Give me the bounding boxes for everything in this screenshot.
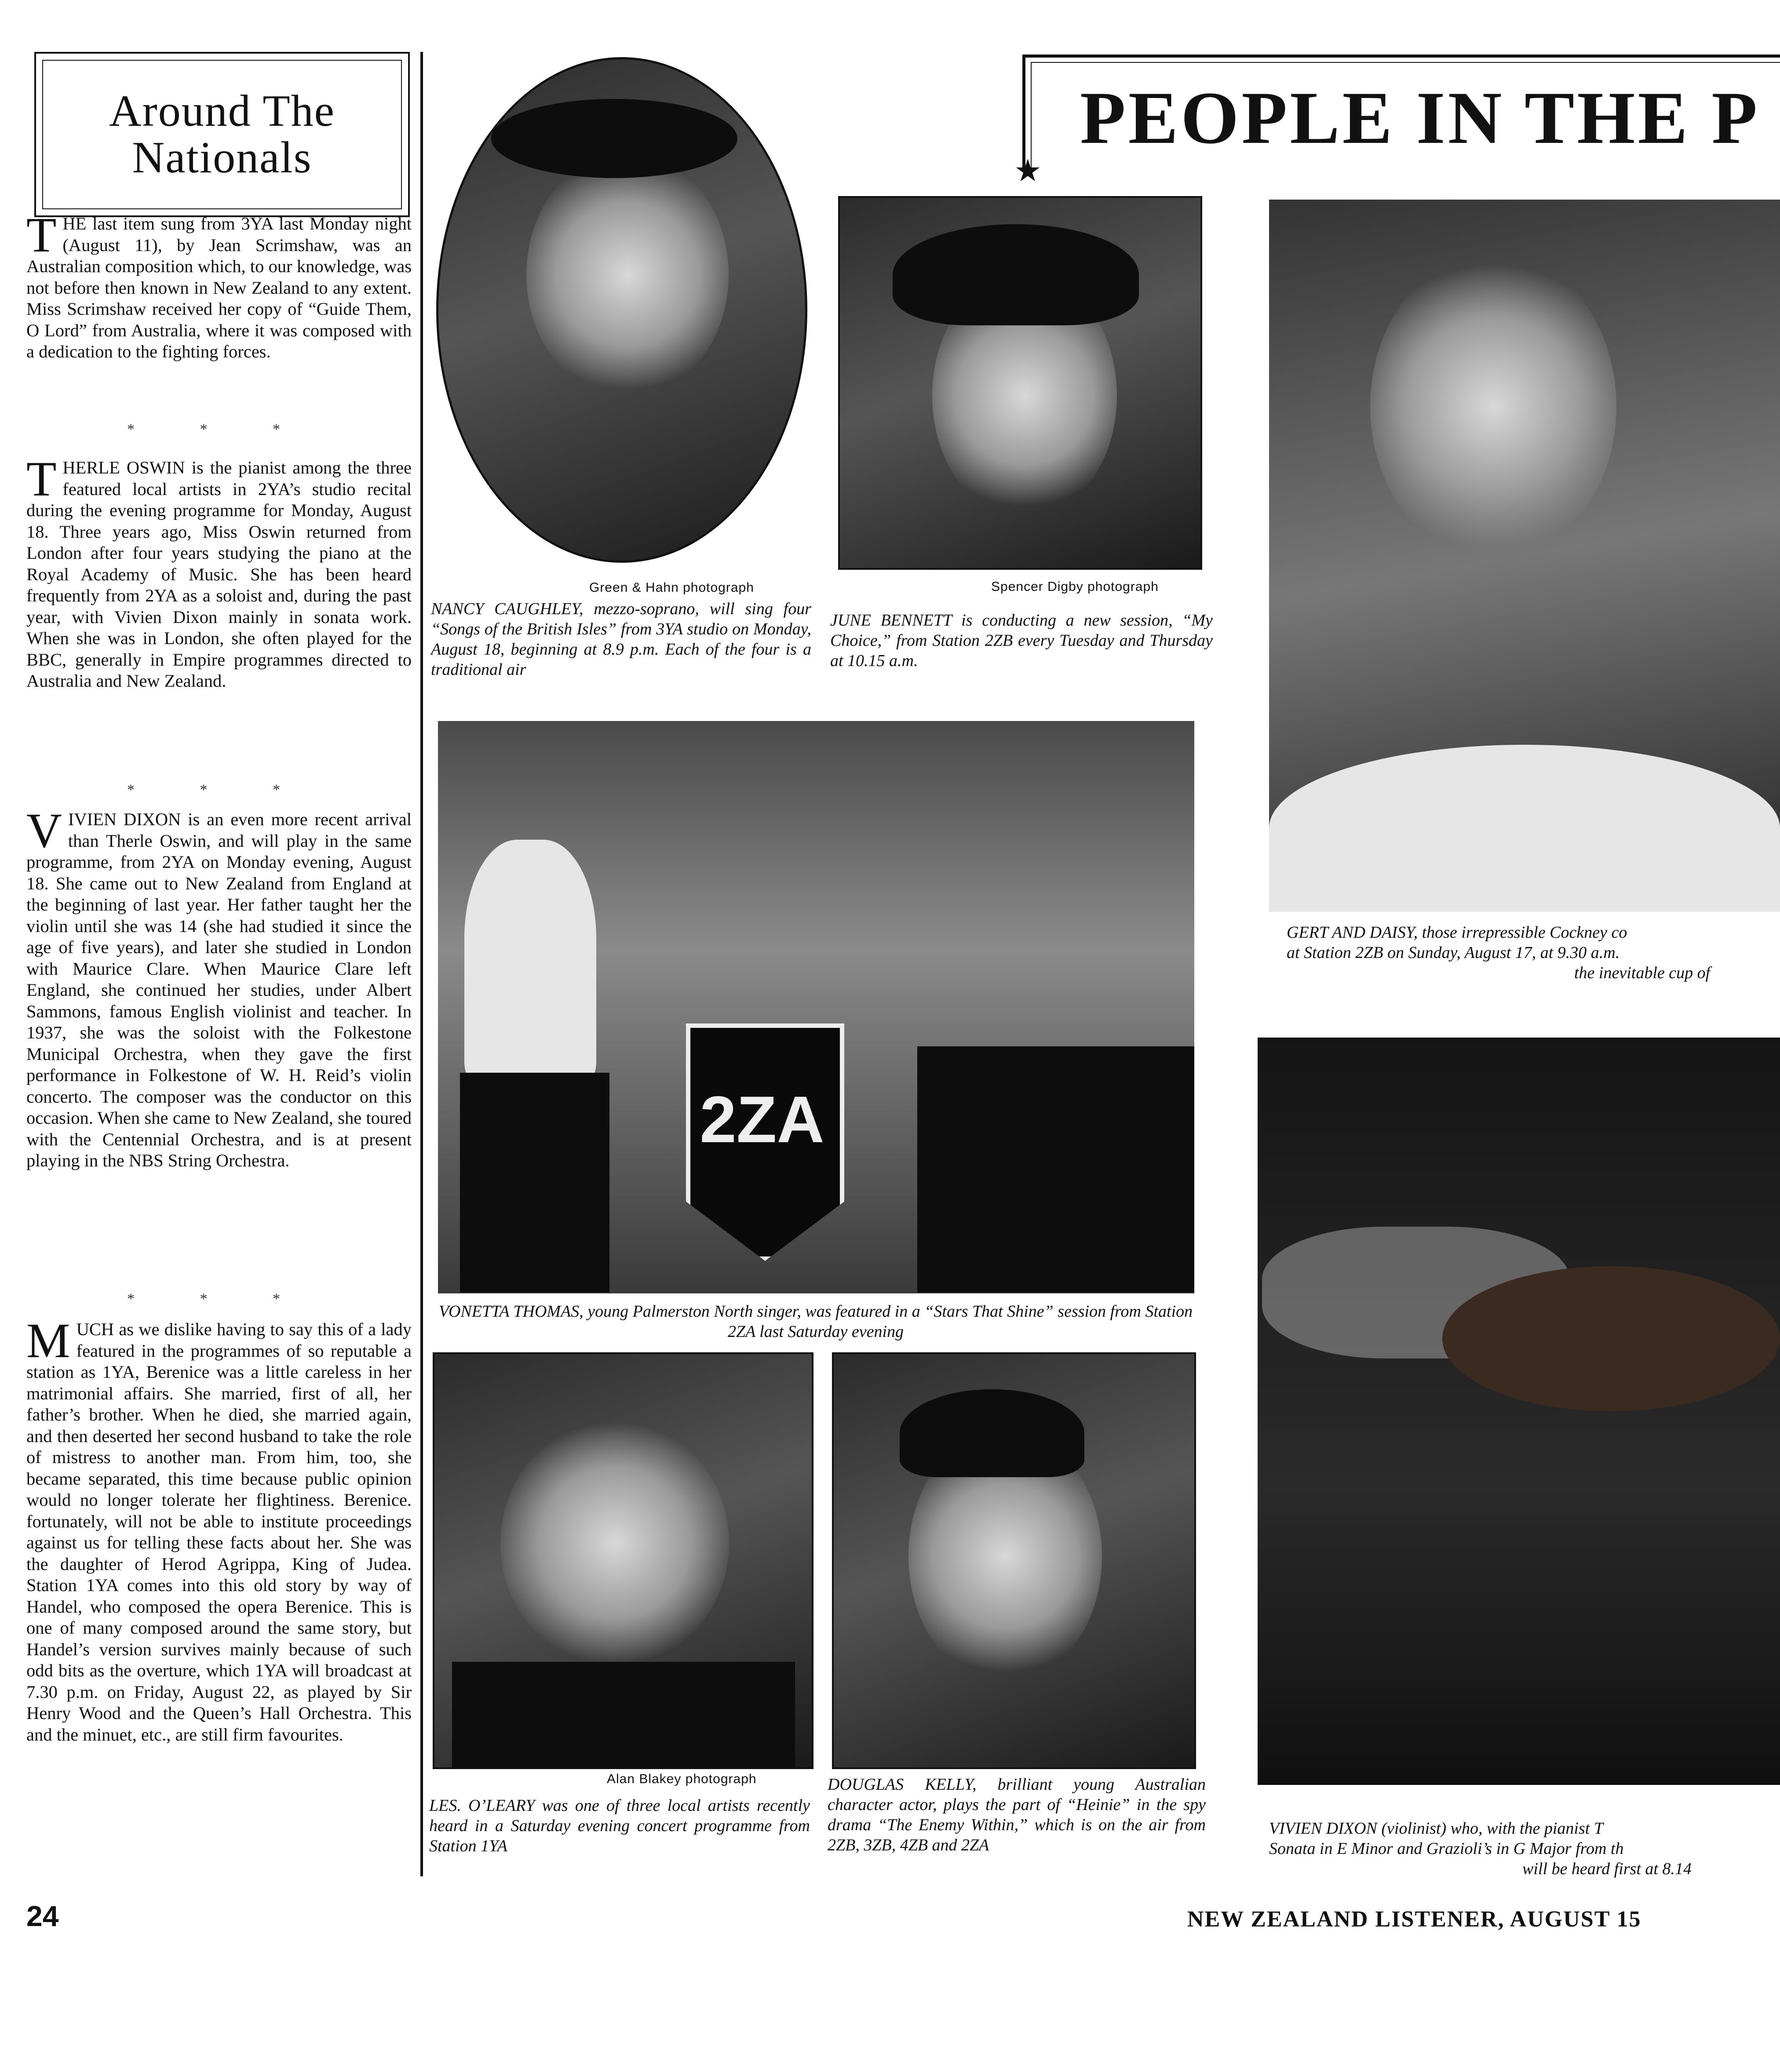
caption-vonetta: VONETTA THOMAS, young Palmerston North singer, was featured in a “Stars That Shine” session from Station 2ZA last Saturday evening bbox=[438, 1302, 1193, 1341]
caption-les: LES. O’LEARY was one of three local artists recently heard in a Saturday evening concert programme from Station 1YA bbox=[429, 1796, 810, 1855]
dropcap: T bbox=[26, 452, 57, 506]
photo-douglas-kelly bbox=[832, 1352, 1196, 1769]
section-heading-line2: Nationals bbox=[132, 133, 312, 182]
separator: * * * bbox=[127, 1291, 311, 1307]
section-heading-line1: Around The bbox=[109, 86, 335, 136]
section-heading-box bbox=[34, 52, 410, 217]
star-icon: ★ bbox=[1014, 154, 1042, 188]
article-4 bbox=[26, 1314, 412, 1745]
article-text: HERLE OSWIN is the pianist among the three featured local artists in 2YA’s studio recital during the evening programme for Monday, August 18. Three years ago, Miss Oswin returned from London after four years studying the piano at the Royal Academy of Music. She has been heard frequently from 2YA as a soloist and, during the past year, with Vivien Dixon mainly in sonata work. When she was in London, she often played for the BBC, generally in Empire programmes directed to Australia and New Zealand. bbox=[26, 458, 412, 691]
article-1 bbox=[26, 208, 412, 363]
dropcap: T bbox=[26, 208, 57, 262]
article-text: UCH as we dislike having to say this of a lady featured in the programmes of so reputable a station as 1YA, Berenice was a little careless in her matrimonial affairs. She married, first of all, her father’s brother. When he died, she married again, and then deserted her second husband to take the role of mistress to another man. From him, too, she became separated, this time because public opinion would no longer tolerate her flightiness. Berenice. fortunately, will not be able to institute proceedings against us for telling these facts about her. She was the daughter of Herod Agrippa, King of Judea. Station 1YA comes into this old story by way of Handel, who composed the opera Berenice. This is one of many composed around the same story, but Handel’s version survives mainly because of such odd bits as the overture, which 1YA will broadcast at 7.30 p.m. on Friday, August 22, as played by Sir Henry Wood and the Queen’s Hall Orchestra. This and the minuet, etc., are still firm favourites. bbox=[26, 1319, 412, 1744]
photo-nancy-caughley bbox=[436, 57, 807, 563]
caption-june: JUNE BENNETT is conducting a new session, “My Choice,” from Station 2ZB every Tuesday and Thursday at 10.15 a.m. bbox=[830, 611, 1213, 670]
station-sign-text: 2ZA bbox=[700, 1082, 824, 1156]
photo-june-bennett bbox=[838, 196, 1202, 570]
section-heading-inner bbox=[42, 60, 402, 209]
photo-credit: Alan Blakey photograph bbox=[607, 1772, 757, 1786]
caption-gert-line3: the inevitable cup of bbox=[1574, 964, 1711, 982]
dropcap: M bbox=[26, 1314, 70, 1368]
caption-douglas: DOUGLAS KELLY, brilliant young Australian character actor, plays the part of “Heinie” in the spy drama “The Enemy Within,” which is on the air from 2ZB, 3ZB, 4ZB and 2ZA bbox=[828, 1775, 1206, 1854]
article-3 bbox=[26, 804, 412, 1172]
caption-gert-line1: GERT AND DAISY, those irrepressible Cockney co bbox=[1287, 923, 1627, 942]
article-text: IVIEN DIXON is an even more recent arrival than Therle Oswin, and will play in the same programme, from 2YA on Monday evening, August 18. She came out to New Zealand from England at the beginning of last year. Her father taught her the violin until she was 14 (she had studied it since the age of five years), and later she studied in London with Maurice Clare. When Maurice Clare left England, she continued her studies, under Albert Sammons, famous English violinist and teacher. In 1937, she was the soloist with the Folkestone Municipal Orchestra, when they gave the first performance in Folkestone of W. H. Reid’s violin concerto. The composer was the conductor on this occasion. When she came to New Zealand, she toured with the Centennial Orchestra, and is at present playing in the NBS String Orchestra. bbox=[26, 809, 412, 1170]
photo-les-oleary bbox=[433, 1352, 813, 1769]
page-number: 24 bbox=[26, 1900, 59, 1932]
caption-vivien-line3: will be heard first at 8.14 bbox=[1522, 1860, 1692, 1878]
dropcap: V bbox=[26, 804, 62, 858]
column-rule bbox=[420, 52, 423, 1876]
separator: * * * bbox=[127, 782, 311, 798]
caption-vivien-line1: VIVIEN DIXON (violinist) who, with the pianist T bbox=[1269, 1819, 1603, 1838]
caption-vivien-line2: Sonata in E Minor and Grazioli’s in G Major from th bbox=[1269, 1839, 1624, 1858]
photo-credit: Green & Hahn photograph bbox=[589, 580, 754, 595]
separator: * * * bbox=[127, 421, 311, 437]
photo-credit: Spencer Digby photograph bbox=[991, 579, 1159, 594]
article-2 bbox=[26, 452, 412, 692]
photo-gert-and-daisy bbox=[1269, 200, 1780, 912]
caption-gert-line2: at Station 2ZB on Sunday, August 17, at 9.30 a.m. bbox=[1287, 943, 1620, 962]
article-text: HE last item sung from 3YA last Monday night (August 11), by Jean Scrimshaw, was an Australian composition which, to our knowledge, was not before then known in New Zealand to any extent. Miss Scrimshaw received her copy of “Guide Them, O Lord” from Australia, where it was composed with a dedication to the fighting forces. bbox=[26, 214, 412, 361]
photo-vivien-dixon bbox=[1258, 1038, 1780, 1785]
caption-nancy: NANCY CAUGHLEY, mezzo-soprano, will sing four “Songs of the British Isles” from 3YA studio on Monday, August 18, beginning at 8.9 p.m. Each of the four is a traditional air bbox=[431, 600, 811, 679]
publication-line: NEW ZEALAND LISTENER, AUGUST 15 bbox=[1187, 1907, 1641, 1932]
page-heading: PEOPLE IN THE P bbox=[1080, 76, 1760, 159]
